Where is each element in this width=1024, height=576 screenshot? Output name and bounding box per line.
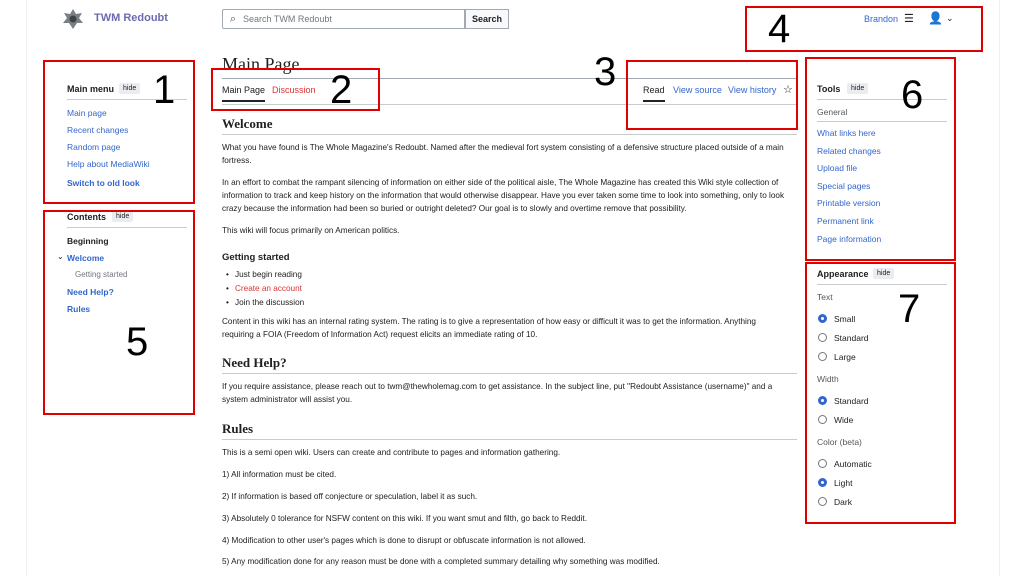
appearance-hide-button[interactable]: hide [873,268,894,279]
page-title: Main Page [222,54,300,74]
toc-item-rules[interactable]: Rules [67,304,91,314]
tab-discussion[interactable]: Discussion [272,85,316,95]
heading-welcome: Welcome [222,116,273,131]
tab-view-history[interactable]: View history [728,85,777,95]
radio-label: Dark [834,497,852,507]
menu-item-random-page[interactable]: Random page [67,142,121,152]
watchlist-icon[interactable]: ☰ [904,13,914,25]
annotation-box-3 [626,60,798,130]
user-link[interactable]: Brandon [864,14,899,24]
paragraph: In an effort to combat the rampant silencing of information on either side of the political aisle, The Whole Magazine has created this Wiki style collection of information to track and keep history on the information that would otherwise disappear. Have you ever taken some time to look into something, only to look crazy because the information had been so buried or outright deleted? Our goal is to slowly and overtime remove that possibility. [222,178,785,213]
menu-item-main-page[interactable]: Main page [67,108,107,118]
toc-item-getting-started[interactable]: Getting started [75,270,128,279]
paragraph: What you have found is The Whole Magazine's Redoubt. Named after the medieval fort system consisting of a defensive structure placed outside of a main fortress. [222,143,784,165]
radio-label: Small [834,314,856,324]
width-label: Width [817,374,839,384]
radio-label: Wide [834,415,854,425]
tools-hide-button[interactable]: hide [847,83,868,94]
rule-item: 5) Any modification done for any reason must be done with a completed summary detailing why something was modified. [222,557,660,566]
tool-printable-version[interactable]: Printable version [817,198,881,208]
paragraph: If you require assistance, please reach out to twm@thewholemag.com to get assistance. In the subject line, put "Redoubt Assistance (username)" and a system administrator will assist you. [222,382,773,404]
search-icon: ⌕ [229,12,237,25]
list-item: • Join the discussion [235,298,304,307]
contents-title: Contents [67,212,106,222]
menu-item-switch-old-look[interactable]: Switch to old look [67,178,140,188]
tool-permanent-link[interactable]: Permanent link [817,216,874,226]
heading-rules: Rules [222,421,254,436]
rule-item: 2) If information is based off conjecture or speculation, label it as such. [222,492,478,501]
tool-special-pages[interactable]: Special pages [817,181,871,191]
contents-hide-button[interactable]: hide [112,211,133,222]
rule-item: 4) Modification to other user's pages which is done to disrupt or obfuscate information is not allowed. [222,536,586,545]
radio-label: Standard [834,396,869,406]
radio-label: Standard [834,333,869,343]
annotation-number-7: 7 [898,287,921,331]
heading-getting-started: Getting started [222,252,290,263]
divider [222,439,797,440]
annotation-box-5 [43,210,195,415]
divider [222,373,797,374]
toc-item-beginning[interactable]: Beginning [67,236,109,246]
create-account-link[interactable]: • Create an account [235,284,302,293]
menu-item-recent-changes[interactable]: Recent changes [67,125,129,135]
tool-upload-file[interactable]: Upload file [817,163,858,173]
tool-what-links-here[interactable]: What links here [817,128,876,138]
tab-main-page[interactable]: Main Page [222,85,265,102]
tool-related-changes[interactable]: Related changes [817,146,881,156]
site-name[interactable]: TWM Redoubt [94,12,168,24]
collapse-chevron-icon[interactable]: ⌄ [57,252,64,261]
search-placeholder: Search TWM Redoubt [243,14,332,24]
paragraph: This is a semi open wiki. Users can create and contribute to pages and information gathering. [222,448,561,457]
annotation-number-6: 6 [901,73,924,117]
color-label: Color (beta) [817,437,862,447]
main-menu-hide-button[interactable]: hide [119,83,140,94]
annotation-box-6 [805,57,956,261]
annotation-number-5: 5 [126,320,149,364]
paragraph: Content in this wiki has an internal rating system. The rating is to give a representation of how easy or difficult it was to get the information. Anything requiring a FOIA (Freedom of Information Act) request elicits an immediate rating of 10. [222,317,756,339]
radio-label: Light [834,478,853,488]
tab-view-source[interactable]: View source [673,85,722,95]
star-icon[interactable]: ☆ [783,84,793,96]
annotation-number-1: 1 [153,68,176,112]
divider [222,134,797,135]
search-button[interactable]: Search [465,9,509,29]
rule-item: 1) All information must be cited. [222,470,337,479]
tools-title: Tools [817,84,841,94]
list-item: • Just begin reading [235,270,302,279]
tool-page-information[interactable]: Page information [817,234,882,244]
user-icon[interactable]: 👤 [928,11,943,25]
annotation-number-3: 3 [594,50,617,94]
rule-item: 3) Absolutely 0 tolerance for NSFW content on this wiki. If you want smut and filth, go back to Reddit. [222,514,587,523]
annotation-number-4: 4 [768,7,791,51]
toc-item-welcome[interactable]: Welcome [67,253,105,263]
menu-item-help[interactable]: Help about MediaWiki [67,159,150,169]
tab-read[interactable]: Read [643,85,665,102]
logo-icon[interactable] [62,8,84,30]
annotation-box-2 [211,68,380,111]
search-input[interactable] [222,9,465,29]
radio-label: Automatic [834,459,872,469]
main-menu-title: Main menu [67,84,115,94]
appearance-title: Appearance [817,269,869,279]
paragraph: This wiki will focus primarily on American politics. [222,226,400,235]
annotation-number-2: 2 [330,68,353,112]
radio-label: Large [834,352,856,362]
toc-item-need-help[interactable]: Need Help? [67,287,114,297]
tools-group-label: General [817,107,848,117]
heading-need-help: Need Help? [222,355,287,370]
annotation-box-7 [805,262,956,524]
text-size-label: Text [817,292,833,302]
chevron-down-icon[interactable]: ⌄ [946,13,954,23]
